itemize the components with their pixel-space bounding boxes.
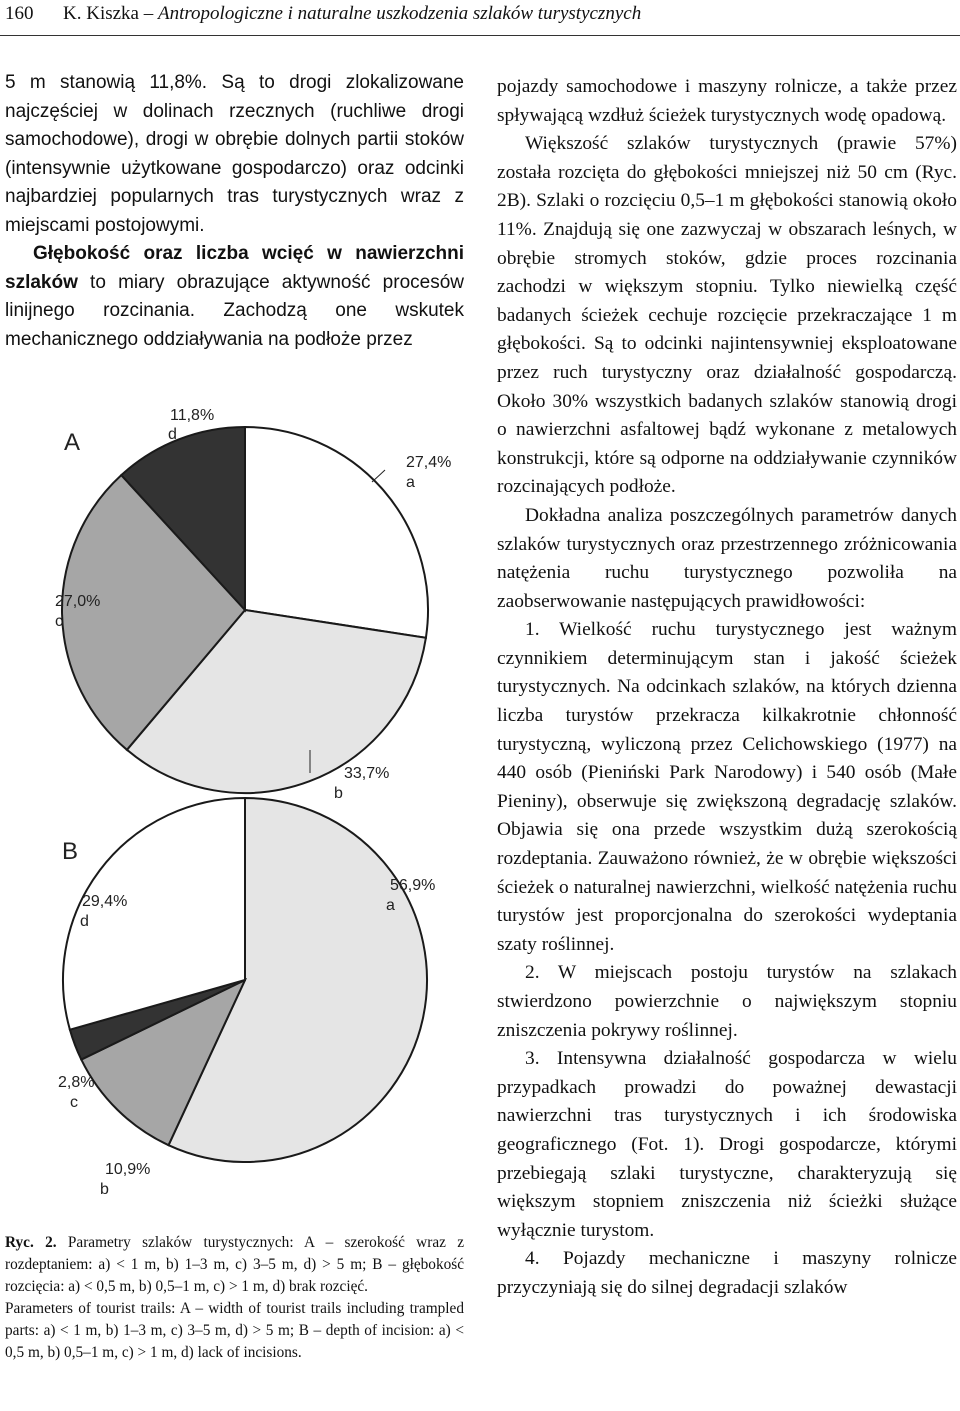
left-column: [5, 69, 464, 354]
right-paragraph-1: pojazdy samochodowe i maszyny rolnicze, a także przez spływającą wzdłuż ścieżek turystycznych wodę opadową.: [497, 76, 957, 126]
pie-b-slice-a-letter: a: [386, 897, 395, 914]
pie-b-slice-b-letter: b: [100, 1181, 109, 1198]
right-paragraph-5: 2. W miejscach postoju turystów na szlakach stwierdzono powierzchnie o największym stopniu zniszczenia pokrywy roślinnej.: [497, 962, 957, 1041]
pie-a-slice-a: [245, 427, 428, 638]
running-author: K. Kiszka –: [63, 3, 154, 24]
pie-chart-a: [55, 407, 451, 802]
running-header: [0, 0, 960, 34]
pie-chart-b: [58, 798, 435, 1198]
caption-polish-text: Parametry szlaków turystycznych: A – szerokość wraz z rozdeptaniem: a) < 1 m, b) 1–3 m, c) 3–5 m, d) > 5 m; B – głębokość rozcięcia: a) < 0,5 m, b) 0,5–1 m, c) > 1 m, d) brak rozcięć.: [5, 1234, 465, 1295]
pie-a-slice-a-letter: a: [406, 474, 415, 491]
right-column: [497, 73, 957, 1303]
figure-caption: [5, 1232, 464, 1363]
right-paragraph-7: 4. Pojazdy mechaniczne i maszyny rolnicze przyczyniają się do silnej degradacji szlaków: [497, 1248, 957, 1298]
caption-polish: [5, 1232, 464, 1298]
left-paragraph-2: [5, 240, 464, 354]
right-paragraph-4: 1. Wielkość ruchu turystycznego jest ważnym czynnikiem determinującym stan i jakość ścieżek turystycznych. Na odcinkach szlaków, na których dzienna liczba turystów przekracza kilkakrotnie chłonność turystyczną, wyliczoną przez Celichowskiego (1977) na 440 osób (Pieniński Park Narodowy) i 540 osób (Małe Pieniny), obserwuje się zwiększoną degradację szlaków. Objawia się ona przede wszystkim dużą szerokością rozdeptania. Zauważono również, że w obrębie większości ścieżek o naturalnej nawierzchni, wielkość natężenia ruchu turystów jest proporcjonalna do szerokości wydeptania szaty roślinnej.: [497, 619, 957, 955]
pie-b-slice-d-percent: 29,4%: [82, 893, 128, 910]
pie-a-slice-a-percent: 27,4%: [406, 454, 452, 471]
pie-b-slice-c-letter: c: [70, 1094, 78, 1111]
right-paragraph-2: Większość szlaków turystycznych (prawie 57%) została rozcięta do głębokości mniejszej niż 50 cm (Ryc. 2B). Szlaki o rozcięciu 0,5–1 m głębokości stanowią około 11%. Znajdują się one zazwyczaj w obszarach leśnych, w obrębie stromych stoków, gdzie proces rozcinania zachodzi w większym stopniu. Tylko niewielką część badanych ścieżek cechuje rozcięcie przekraczające 1 m głębokości. Są to odcinki najintensywniej eksploatowane przez ruch turystyczny oraz działalność gospodarczą. Około 30% wszystkich badanych szlaków stanowią drogi o nawierzchni asfaltowej bądź wykonane z metalowych konstrukcji, które są odporne na oddziaływanie czynników rozcinających podłoże.: [497, 133, 957, 498]
left-paragraph-2-rest: to miary obrazujące aktywność procesów linijnego rozcinania. Zachodzą one wskutek mechanicznego oddziaływania na podłoże przez: [5, 271, 464, 350]
chart-a-title: A: [64, 429, 81, 456]
chart-b-title: B: [62, 838, 79, 865]
running-article-title: Antropologiczne i naturalne uszkodzenia szlaków turystycznych: [157, 3, 642, 24]
right-paragraph-6: 3. Intensywna działalność gospodarcza w wielu przypadkach prowadzi do poważnej dewastacji nawierzchni tras turystycznych i ich środowiska geograficznego (Fot. 1). Drogi gospodarcze, którymi przebiegają szlaki turystyczne, charakteryzują się większym stopniem zniszczenia niż ścieżki służące wyłącznie turystom.: [497, 1048, 957, 1241]
pie-a-slice-c-percent: 27,0%: [55, 593, 101, 610]
page-number: 160: [5, 3, 34, 24]
bold-lead-in: Głębokość oraz liczba wcięć w nawierzchni szlaków: [5, 243, 464, 293]
pie-b-slice-c-percent: 2,8%: [58, 1074, 95, 1091]
left-paragraph-1: 5 m stanowią 11,8%. Są to drogi zlokalizowane najczęściej w dolinach rzecznych (ruchliwe drogi samochodowe), drogi w obrębie dolnych partii stoków (intensywnie użytkowane gospodarczo) oraz odcinki najbardziej popularnych tras turystycznych wraz z miejscami postojowymi.: [5, 72, 464, 236]
pie-charts-figure: [0, 370, 480, 1220]
pie-b-slice-a-percent: 56,9%: [390, 877, 436, 894]
right-paragraph-3: Dokładna analiza poszczególnych parametrów danych szlaków turystycznych oraz przestrzennego zróżnicowania natężenia ruchu turystycznego pozwoliła na zaobserwowanie następujących prawidłowości:: [497, 504, 957, 612]
pie-a-slice-b-percent: 33,7%: [344, 765, 390, 782]
pie-a-slice-c-letter: c: [55, 613, 63, 630]
header-rule: [0, 35, 960, 36]
running-title: [63, 0, 641, 28]
caption-label: Ryc. 2.: [5, 1234, 57, 1251]
caption-english: Parameters of tourist trails: A – width of tourist trails including trampled parts: a) < 1 m, b) 1–3 m, c) 3–5 m, d) > 5 m; B – depth of incision: a) < 0,5 m, b) 0,5–1 m, c) > 1 m, d) lack of incisions.: [5, 1299, 464, 1361]
pie-a-slice-b-letter: b: [334, 785, 343, 802]
pie-a-slice-d-percent: 11,8%: [170, 407, 215, 424]
leader-line-a-a: [372, 470, 385, 482]
pie-a-slice-d-letter: d: [168, 426, 177, 443]
pie-b-slice-d-letter: d: [80, 913, 89, 930]
pie-b-slice-b-percent: 10,9%: [105, 1161, 151, 1178]
